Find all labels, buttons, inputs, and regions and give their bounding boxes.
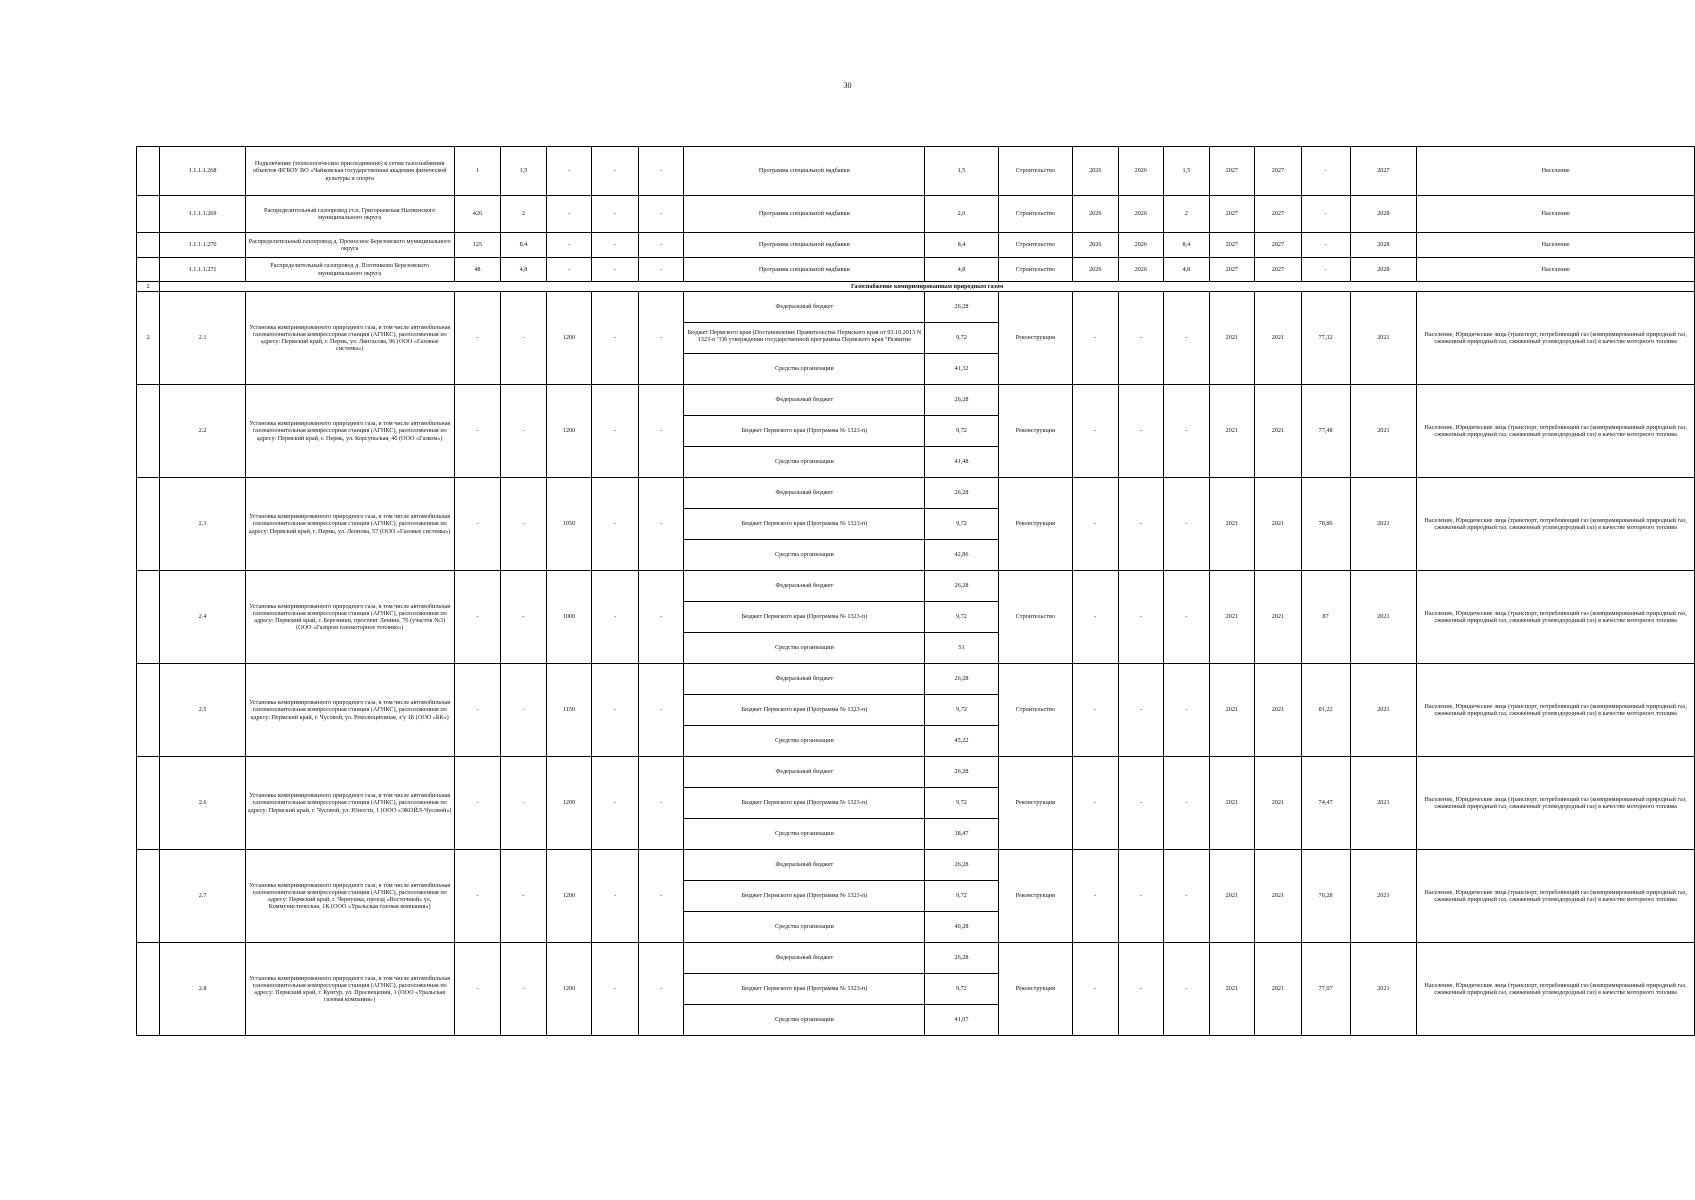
- value-cell: 2021: [1255, 757, 1302, 850]
- value-cell: -: [546, 147, 592, 196]
- value-cell: 1000: [546, 571, 592, 664]
- value-cell: 2021: [1209, 571, 1255, 664]
- funding-source-cell: Бюджет Пермского края (Программа № 1323-п): [684, 881, 925, 912]
- value-cell: 1150: [546, 664, 592, 757]
- value-cell: -: [638, 571, 684, 664]
- value-cell: 2027: [1255, 233, 1302, 258]
- value-cell: -: [1073, 850, 1119, 943]
- value-cell: 87: [1301, 571, 1350, 664]
- value-cell: 2027: [1209, 233, 1255, 258]
- funding-source-cell: Средства организации: [684, 726, 925, 757]
- row-number-cell: [137, 571, 160, 664]
- amount-cell: 26,28: [925, 757, 998, 788]
- value-cell: -: [1118, 292, 1164, 385]
- value-cell: -: [592, 233, 639, 258]
- table-row: [137, 147, 1695, 196]
- value-cell: -: [592, 385, 639, 478]
- consumer-cell: Население, Юридические лица (транспорт, потребляющий газ (компримированный природный газ, сжиженный природный газ, сжиженный углеводородный газ) в качестве моторного топлива: [1417, 943, 1695, 1036]
- value-cell: 4,8: [501, 258, 547, 282]
- funding-source-cell: Бюджет Пермского края (Программа № 1323-п): [684, 974, 925, 1005]
- value-cell: -: [592, 478, 639, 571]
- consumer-cell: Население, Юридические лица (транспорт, потребляющий газ (компримированный природный газ, сжиженный природный газ, сжиженный углеводородный газ) в качестве моторного топлива: [1417, 757, 1695, 850]
- value-cell: -: [1073, 664, 1119, 757]
- value-cell: -: [638, 757, 684, 850]
- amount-cell: 42,86: [925, 540, 998, 571]
- item-code-cell: 2.1: [160, 292, 246, 385]
- description-cell: Распределительный газопровод д. Плотниково Березовского муниципального округа: [245, 258, 454, 282]
- table-row: [137, 478, 1695, 509]
- value-cell: 1200: [546, 757, 592, 850]
- funding-source-cell: [684, 323, 925, 354]
- consumer-cell: Население: [1417, 258, 1695, 282]
- description-cell: Подключение (технологическое присоединение) к сетям газоснабжения объектов ФГБОУ ВО «Чайковская государственная академия физической культуры и спорта: [245, 147, 454, 196]
- description-cell: Установка компримированного природного газа, в том числе автомобильная газонаполнительная компрессорная станция (АГНКС), расположенная по адресу: Пермский край, г. Пермь, ул. Леонова, 57 (ООО «Газовые системы»): [245, 478, 454, 571]
- description-cell: Установка компримированного природного газа, в том числе автомобильная газонаполнительная компрессорная станция (АГНКС), расположенная по адресу: Пермский край, г. Пермь, ул. Корсуньская, 40 (ООО «Газком»): [245, 385, 454, 478]
- funding-source-cell: Средства организации: [684, 540, 925, 571]
- consumer-cell: Население: [1417, 196, 1695, 233]
- amount-cell: 41,07: [925, 1005, 998, 1036]
- value-cell: 2026: [1073, 147, 1119, 196]
- amount-cell: 9,72: [925, 974, 998, 1005]
- description-cell: Установка компримированного природного газа, в том числе автомобильная газонаполнительная компрессорная станция (АГНКС), расположенная по адресу: Пермский край, г. Чусовой, ул. Юности, 1 (ООО «ЭКОЙЛ-Чусовой»): [245, 757, 454, 850]
- work-type-cell: Строительство: [998, 258, 1072, 282]
- value-cell: 1,5: [501, 147, 547, 196]
- value-cell: 1200: [546, 385, 592, 478]
- value-cell: 1200: [546, 943, 592, 1036]
- value-cell: -: [1301, 233, 1350, 258]
- value-cell: -: [501, 292, 547, 385]
- funding-source-cell: Федеральный бюджет: [684, 478, 925, 509]
- value-cell: 2028: [1350, 233, 1417, 258]
- value-cell: 2026: [1073, 233, 1119, 258]
- section-title-cell: Газоснабжение компримированным природным газом: [160, 282, 1695, 292]
- item-code-cell: 2.3: [160, 478, 246, 571]
- funding-source-cell: Средства организации: [684, 447, 925, 478]
- consumer-cell: Население, Юридические лица (транспорт, потребляющий газ (компримированный природный газ, сжиженный природный газ, сжиженный углеводородный газ) в качестве моторного топлива: [1417, 664, 1695, 757]
- value-cell: 2021: [1255, 664, 1302, 757]
- value-cell: 8,4: [1164, 233, 1210, 258]
- funding-source-cell: Федеральный бюджет: [684, 385, 925, 416]
- work-type-cell: Строительство: [998, 571, 1072, 664]
- value-cell: 2021: [1209, 850, 1255, 943]
- amount-cell: 26,28: [925, 385, 998, 416]
- value-cell: -: [592, 757, 639, 850]
- value-cell: 2: [501, 196, 547, 233]
- row-number-cell: [137, 943, 160, 1036]
- value-cell: -: [1164, 385, 1210, 478]
- item-code-cell: 2.2: [160, 385, 246, 478]
- description-cell: Установка компримированного природного газа, в том числе автомобильная газонаполнительная компрессорная станция (АГНКС), расположенная по адресу: Пермский край, г. Пермь, ул. Лянгасова, 96 (ООО «Газовые системы»): [245, 292, 454, 385]
- section-row: [137, 282, 1695, 292]
- value-cell: 2021: [1255, 292, 1302, 385]
- value-cell: 2028: [1350, 196, 1417, 233]
- value-cell: -: [638, 258, 684, 282]
- value-cell: -: [1118, 664, 1164, 757]
- work-type-cell: Строительство: [998, 147, 1072, 196]
- amount-cell: 9,72: [925, 602, 998, 633]
- funding-source-cell: Федеральный бюджет: [684, 571, 925, 602]
- value-cell: -: [546, 196, 592, 233]
- item-code-cell: 2.7: [160, 850, 246, 943]
- amount-cell: 9,72: [925, 509, 998, 540]
- row-number-cell: 2: [137, 292, 160, 385]
- item-code-cell: 1.1.1.1.269: [160, 196, 246, 233]
- funding-source-cell: Бюджет Пермского края (Программа № 1323-п): [684, 602, 925, 633]
- value-cell: 2021: [1350, 571, 1417, 664]
- amount-cell: 26,28: [925, 478, 998, 509]
- work-type-cell: Реконструкция: [998, 478, 1072, 571]
- value-cell: 2026: [1118, 196, 1164, 233]
- value-cell: 2021: [1350, 757, 1417, 850]
- value-cell: 2021: [1209, 478, 1255, 571]
- amount-cell: 38,47: [925, 819, 998, 850]
- value-cell: 74,47: [1301, 757, 1350, 850]
- value-cell: -: [501, 385, 547, 478]
- amount-cell: 26,28: [925, 292, 998, 323]
- value-cell: 2021: [1209, 385, 1255, 478]
- consumer-cell: Население: [1417, 233, 1695, 258]
- value-cell: 1,5: [1164, 147, 1210, 196]
- value-cell: -: [454, 943, 501, 1036]
- funding-source-cell: Федеральный бюджет: [684, 292, 925, 323]
- value-cell: -: [1164, 757, 1210, 850]
- page-number: 30: [843, 81, 852, 90]
- funding-source-cell: Средства организации: [684, 819, 925, 850]
- value-cell: -: [454, 292, 501, 385]
- value-cell: -: [1073, 757, 1119, 850]
- value-cell: 2021: [1255, 385, 1302, 478]
- row-number-cell: [137, 664, 160, 757]
- amount-cell: 51: [925, 633, 998, 664]
- amount-cell: 9,72: [925, 323, 998, 354]
- funding-source-cell: Средства организации: [684, 633, 925, 664]
- work-type-cell: Реконструкция: [998, 943, 1072, 1036]
- value-cell: -: [1164, 850, 1210, 943]
- description-cell: Установка компримированного природного газа, в том числе автомобильная газонаполнительная компрессорная станция (АГНКС), расположенная по адресу: Пермский край, г. Березники, проспект Ленина, 76 (участок №3) (ООО «Газпром газомоторное топливо»): [245, 571, 454, 664]
- table-body: [137, 147, 1695, 1036]
- funding-source-cell: Федеральный бюджет: [684, 757, 925, 788]
- table-row: [137, 233, 1695, 258]
- value-cell: -: [1073, 943, 1119, 1036]
- item-code-cell: 2.8: [160, 943, 246, 1036]
- description-cell: Распределительный газопровод ст.п. Григорьевская Нытвенского муниципального округа: [245, 196, 454, 233]
- amount-cell: 45,22: [925, 726, 998, 757]
- funding-source-cell: Бюджет Пермского края (Программа № 1323-п): [684, 509, 925, 540]
- row-number-cell: [137, 385, 160, 478]
- value-cell: -: [454, 757, 501, 850]
- value-cell: 2028: [1350, 258, 1417, 282]
- amount-cell: 41,48: [925, 447, 998, 478]
- value-cell: -: [638, 943, 684, 1036]
- item-code-cell: 1.1.1.1.270: [160, 233, 246, 258]
- value-cell: -: [1301, 147, 1350, 196]
- amount-cell: 1,5: [925, 147, 998, 196]
- value-cell: -: [1118, 478, 1164, 571]
- value-cell: -: [454, 850, 501, 943]
- value-cell: 2027: [1209, 258, 1255, 282]
- value-cell: 125: [454, 233, 501, 258]
- value-cell: 2021: [1255, 850, 1302, 943]
- value-cell: 2027: [1255, 147, 1302, 196]
- funding-source-text: Бюджет Пермского края (Постановление Правительства Пермского края от 03.10.2013 N 1323-п "Об утверждении государственной программы Пермского края "Развитие: [687, 329, 922, 343]
- value-cell: 2021: [1209, 664, 1255, 757]
- value-cell: -: [454, 385, 501, 478]
- value-cell: -: [501, 757, 547, 850]
- amount-cell: 26,28: [925, 571, 998, 602]
- value-cell: 2026: [1118, 233, 1164, 258]
- funding-source-cell: Программа специальной надбавки: [684, 233, 925, 258]
- value-cell: -: [501, 943, 547, 1036]
- amount-cell: 41,32: [925, 354, 998, 385]
- value-cell: 48: [454, 258, 501, 282]
- value-cell: -: [638, 147, 684, 196]
- consumer-cell: Население: [1417, 147, 1695, 196]
- value-cell: 2021: [1255, 478, 1302, 571]
- value-cell: 1: [454, 147, 501, 196]
- value-cell: 1200: [546, 850, 592, 943]
- value-cell: -: [592, 196, 639, 233]
- value-cell: -: [1118, 757, 1164, 850]
- row-number-cell: [137, 757, 160, 850]
- work-type-cell: Реконструкция: [998, 385, 1072, 478]
- table-row: [137, 385, 1695, 416]
- table-row: [137, 943, 1695, 974]
- item-code-cell: 2.6: [160, 757, 246, 850]
- value-cell: 2021: [1255, 943, 1302, 1036]
- value-cell: 2: [1164, 196, 1210, 233]
- value-cell: -: [1164, 478, 1210, 571]
- funding-source-cell: Бюджет Пермского края (Программа № 1323-п): [684, 416, 925, 447]
- value-cell: -: [1118, 943, 1164, 1036]
- value-cell: 77,32: [1301, 292, 1350, 385]
- value-cell: 2027: [1255, 258, 1302, 282]
- gasification-table: [136, 146, 1695, 1036]
- value-cell: 2021: [1209, 943, 1255, 1036]
- value-cell: 2027: [1350, 147, 1417, 196]
- value-cell: -: [546, 258, 592, 282]
- value-cell: 2026: [1118, 258, 1164, 282]
- row-number-cell: [137, 147, 160, 196]
- amount-cell: 26,28: [925, 850, 998, 881]
- table-row: [137, 850, 1695, 881]
- table-row: [137, 258, 1695, 282]
- value-cell: 2026: [1118, 147, 1164, 196]
- item-code-cell: 1.1.1.1.268: [160, 147, 246, 196]
- description-cell: Установка компримированного природного газа, в том числе автомобильная газонаполнительная компрессорная станция (АГНКС), расположенная по адресу: Пермский край, г. Кунгур, ул. Просвещения, 1 (ООО «Уральская газовая компания»): [245, 943, 454, 1036]
- funding-source-cell: Федеральный бюджет: [684, 664, 925, 695]
- value-cell: -: [1301, 196, 1350, 233]
- funding-source-cell: Федеральный бюджет: [684, 850, 925, 881]
- value-cell: -: [1164, 292, 1210, 385]
- value-cell: -: [1118, 385, 1164, 478]
- work-type-cell: Реконструкция: [998, 292, 1072, 385]
- value-cell: -: [638, 478, 684, 571]
- description-cell: Установка компримированного природного газа, в том числе автомобильная газонаполнительная компрессорная станция (АГНКС), расположенная по адресу: Пермский край, г. Чернушка, проезд «Восточный» ул. Коммунистическая, 1К (ООО «Уральская газовая компания»): [245, 850, 454, 943]
- description-cell: Распределительный газопровод д. Проносное Березовского муниципального округа: [245, 233, 454, 258]
- table-row: [137, 196, 1695, 233]
- value-cell: 2021: [1255, 571, 1302, 664]
- value-cell: 1050: [546, 478, 592, 571]
- table-row: [137, 292, 1695, 323]
- value-cell: -: [592, 147, 639, 196]
- value-cell: 8,4: [501, 233, 547, 258]
- amount-cell: 9,72: [925, 416, 998, 447]
- value-cell: 2021: [1350, 664, 1417, 757]
- item-code-cell: 2.5: [160, 664, 246, 757]
- value-cell: 2027: [1209, 196, 1255, 233]
- value-cell: -: [501, 478, 547, 571]
- consumer-cell: Население, Юридические лица (транспорт, потребляющий газ (компримированный природный газ, сжиженный природный газ, сжиженный углеводородный газ) в качестве моторного топлива: [1417, 292, 1695, 385]
- value-cell: -: [501, 571, 547, 664]
- value-cell: -: [1301, 258, 1350, 282]
- item-code-cell: 2.4: [160, 571, 246, 664]
- amount-cell: 26,28: [925, 943, 998, 974]
- table-row: [137, 664, 1695, 695]
- value-cell: -: [454, 664, 501, 757]
- value-cell: -: [592, 664, 639, 757]
- value-cell: 426: [454, 196, 501, 233]
- value-cell: -: [1118, 571, 1164, 664]
- value-cell: 2026: [1073, 196, 1119, 233]
- value-cell: -: [546, 233, 592, 258]
- row-number-cell: [137, 233, 160, 258]
- value-cell: 76,28: [1301, 850, 1350, 943]
- value-cell: 2027: [1255, 196, 1302, 233]
- amount-cell: 9,72: [925, 881, 998, 912]
- value-cell: 1200: [546, 292, 592, 385]
- value-cell: -: [1073, 292, 1119, 385]
- value-cell: -: [592, 850, 639, 943]
- value-cell: 2026: [1073, 258, 1119, 282]
- row-number-cell: [137, 196, 160, 233]
- value-cell: 81,22: [1301, 664, 1350, 757]
- value-cell: -: [1118, 850, 1164, 943]
- value-cell: 2021: [1350, 478, 1417, 571]
- consumer-cell: Население, Юридические лица (транспорт, потребляющий газ (компримированный природный газ, сжиженный природный газ, сжиженный углеводородный газ) в качестве моторного топлива: [1417, 385, 1695, 478]
- row-number-cell: [137, 850, 160, 943]
- amount-cell: 2,0: [925, 196, 998, 233]
- value-cell: -: [638, 233, 684, 258]
- amount-cell: 9,72: [925, 788, 998, 819]
- work-type-cell: Реконструкция: [998, 757, 1072, 850]
- description-cell: Установка компримированного природного газа, в том числе автомобильная газонаполнительная компрессорная станция (АГНКС), расположенная по адресу: Пермский край, г. Чусовой, ул. Революционная, з/у 1Б (ООО «БК»): [245, 664, 454, 757]
- work-type-cell: Строительство: [998, 233, 1072, 258]
- consumer-cell: Население, Юридические лица (транспорт, потребляющий газ (компримированный природный газ, сжиженный природный газ, сжиженный углеводородный газ) в качестве моторного топлива: [1417, 478, 1695, 571]
- value-cell: -: [592, 571, 639, 664]
- value-cell: -: [638, 196, 684, 233]
- funding-source-cell: Программа специальной надбавки: [684, 147, 925, 196]
- value-cell: -: [638, 664, 684, 757]
- value-cell: -: [454, 478, 501, 571]
- row-number-cell: [137, 478, 160, 571]
- amount-cell: 8,4: [925, 233, 998, 258]
- item-code-cell: 1.1.1.1.271: [160, 258, 246, 282]
- value-cell: -: [638, 850, 684, 943]
- value-cell: -: [592, 292, 639, 385]
- amount-cell: 26,28: [925, 664, 998, 695]
- value-cell: -: [1073, 385, 1119, 478]
- amount-cell: 9,72: [925, 695, 998, 726]
- funding-source-cell: Средства организации: [684, 354, 925, 385]
- value-cell: 2021: [1209, 757, 1255, 850]
- amount-cell: 4,8: [925, 258, 998, 282]
- value-cell: 4,8: [1164, 258, 1210, 282]
- value-cell: 78,86: [1301, 478, 1350, 571]
- table-row: [137, 757, 1695, 788]
- row-number-cell: [137, 258, 160, 282]
- consumer-cell: Население, Юридические лица (транспорт, потребляющий газ (компримированный природный газ, сжиженный природный газ, сжиженный углеводородный газ) в качестве моторного топлива: [1417, 571, 1695, 664]
- value-cell: -: [1164, 571, 1210, 664]
- value-cell: -: [1073, 571, 1119, 664]
- funding-source-cell: Бюджет Пермского края (Программа № 1323-п): [684, 695, 925, 726]
- table-row: [137, 571, 1695, 602]
- consumer-cell: Население, Юридические лица (транспорт, потребляющий газ (компримированный природный газ, сжиженный природный газ, сжиженный углеводородный газ) в качестве моторного топлива: [1417, 850, 1695, 943]
- funding-source-cell: Бюджет Пермского края (Программа № 1323-п): [684, 788, 925, 819]
- value-cell: -: [1164, 664, 1210, 757]
- funding-source-cell: Средства организации: [684, 1005, 925, 1036]
- value-cell: 77,07: [1301, 943, 1350, 1036]
- value-cell: 2021: [1350, 850, 1417, 943]
- value-cell: 2021: [1350, 385, 1417, 478]
- value-cell: 2021: [1350, 943, 1417, 1036]
- value-cell: -: [501, 664, 547, 757]
- value-cell: 2027: [1209, 147, 1255, 196]
- funding-source-cell: Программа специальной надбавки: [684, 196, 925, 233]
- value-cell: -: [592, 258, 639, 282]
- work-type-cell: Строительство: [998, 196, 1072, 233]
- funding-source-cell: Программа специальной надбавки: [684, 258, 925, 282]
- amount-cell: 40,28: [925, 912, 998, 943]
- value-cell: 2021: [1209, 292, 1255, 385]
- value-cell: -: [638, 385, 684, 478]
- funding-source-cell: Федеральный бюджет: [684, 943, 925, 974]
- work-type-cell: Реконструкция: [998, 850, 1072, 943]
- value-cell: 77,48: [1301, 385, 1350, 478]
- section-number-cell: 2: [137, 282, 160, 292]
- value-cell: -: [501, 850, 547, 943]
- value-cell: -: [454, 571, 501, 664]
- value-cell: -: [1164, 943, 1210, 1036]
- value-cell: -: [638, 292, 684, 385]
- funding-source-cell: Средства организации: [684, 912, 925, 943]
- value-cell: 2021: [1350, 292, 1417, 385]
- value-cell: -: [1073, 478, 1119, 571]
- value-cell: -: [592, 943, 639, 1036]
- work-type-cell: Строительство: [998, 664, 1072, 757]
